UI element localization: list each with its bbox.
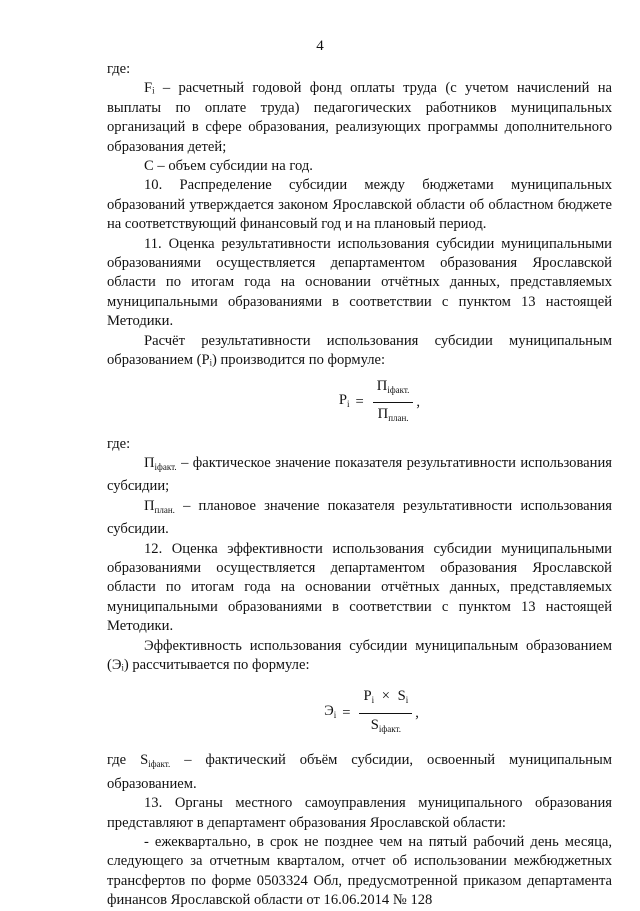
formula-fraction [359, 687, 412, 739]
formula-lhs: $Э_i$ [324, 702, 337, 720]
paragraph-definition: $П_{iфакт.}$ – фактическое значение показателя результативности использования субсидии; [107, 454, 612, 495]
paragraph: Fᵢ – расчетный годовой фонд оплаты труда (с учетом начислений на выплаты по оплате труда) педагогических работников муниципальных организаций в сфере образования, реализующих программы дополнительного образования детей; [107, 80, 612, 155]
formula-efficiency [131, 675, 612, 751]
paragraph-definition: $П_{план.}$ – плановое значение показателя результативности использования субсидии. [107, 497, 612, 538]
formula-denominator: $S_{iфакт.}$ [370, 716, 401, 734]
paragraph: 12. Оценка эффективности использования субсидии муниципальными образованиями осуществляется департаментом образования Ярославской области по итогам года на основании отчётных данных, представляемых муниципальными образованиями в соответствии с пунктом 13 настоящей Методики. [107, 540, 612, 635]
paragraph: - ежеквартально, в срок не позднее чем на пятый рабочий день месяца, следующего за отчетным кварталом, отчет об использовании межбюджетных трансфертов по форме 0503324 Обл, предусмотренной приказом департамента финансов Ярославской области от 16.06.2014 № 128 [107, 834, 612, 909]
paragraph: 11. Оценка результативности использования субсидии муниципальными образованиями осуществляется департаментом образования Ярославской области по итогам года на основании отчётных данных, представляемых муниципальными образованиями в соответствии с пунктом 13 настоящей Методики. [107, 235, 612, 330]
formula-equals: = [342, 704, 351, 721]
paragraph: где: [107, 435, 131, 452]
formula-numerator: $П_{iфакт.}$ [373, 377, 414, 403]
formula-denominator: $П_{план.}$ [377, 406, 409, 423]
paragraph: Расчёт результативности использования субсидии муниципальным образованием (Pᵢ) производится по формуле: [107, 332, 612, 369]
formula-lhs: $P_i$ [338, 391, 350, 409]
paragraph: 13. Органы местного самоуправления муниципального образования представляют в департамент образования Ярославской области: [107, 795, 612, 831]
formula-tail: , [415, 704, 419, 721]
formula-numerator: $P_i \times S_i$ [359, 687, 412, 713]
formula-tail: , [416, 393, 421, 410]
paragraph: где: [107, 61, 131, 77]
paragraph: Эффективность использования субсидии муниципальным образованием (Эᵢ) рассчитывается по формуле: [107, 637, 612, 673]
formula-effectiveness-ratio [147, 371, 612, 435]
page-number: 4 [316, 38, 324, 54]
paragraph: С – объем субсидии на год. [144, 158, 313, 175]
formula-equals: = [355, 393, 364, 410]
formula-fraction [373, 377, 414, 429]
paragraph: 10. Распределение субсидии между бюджетами муниципальных образований утверждается законом Ярославской области об областном бюджете на соответствующий финансовый год и на плановый период. [107, 177, 612, 233]
document-body [107, 60, 612, 911]
paragraph-definition: где $S_{iфакт.}$ – фактический объём субсидии, освоенный муниципальным образованием. [107, 752, 612, 792]
